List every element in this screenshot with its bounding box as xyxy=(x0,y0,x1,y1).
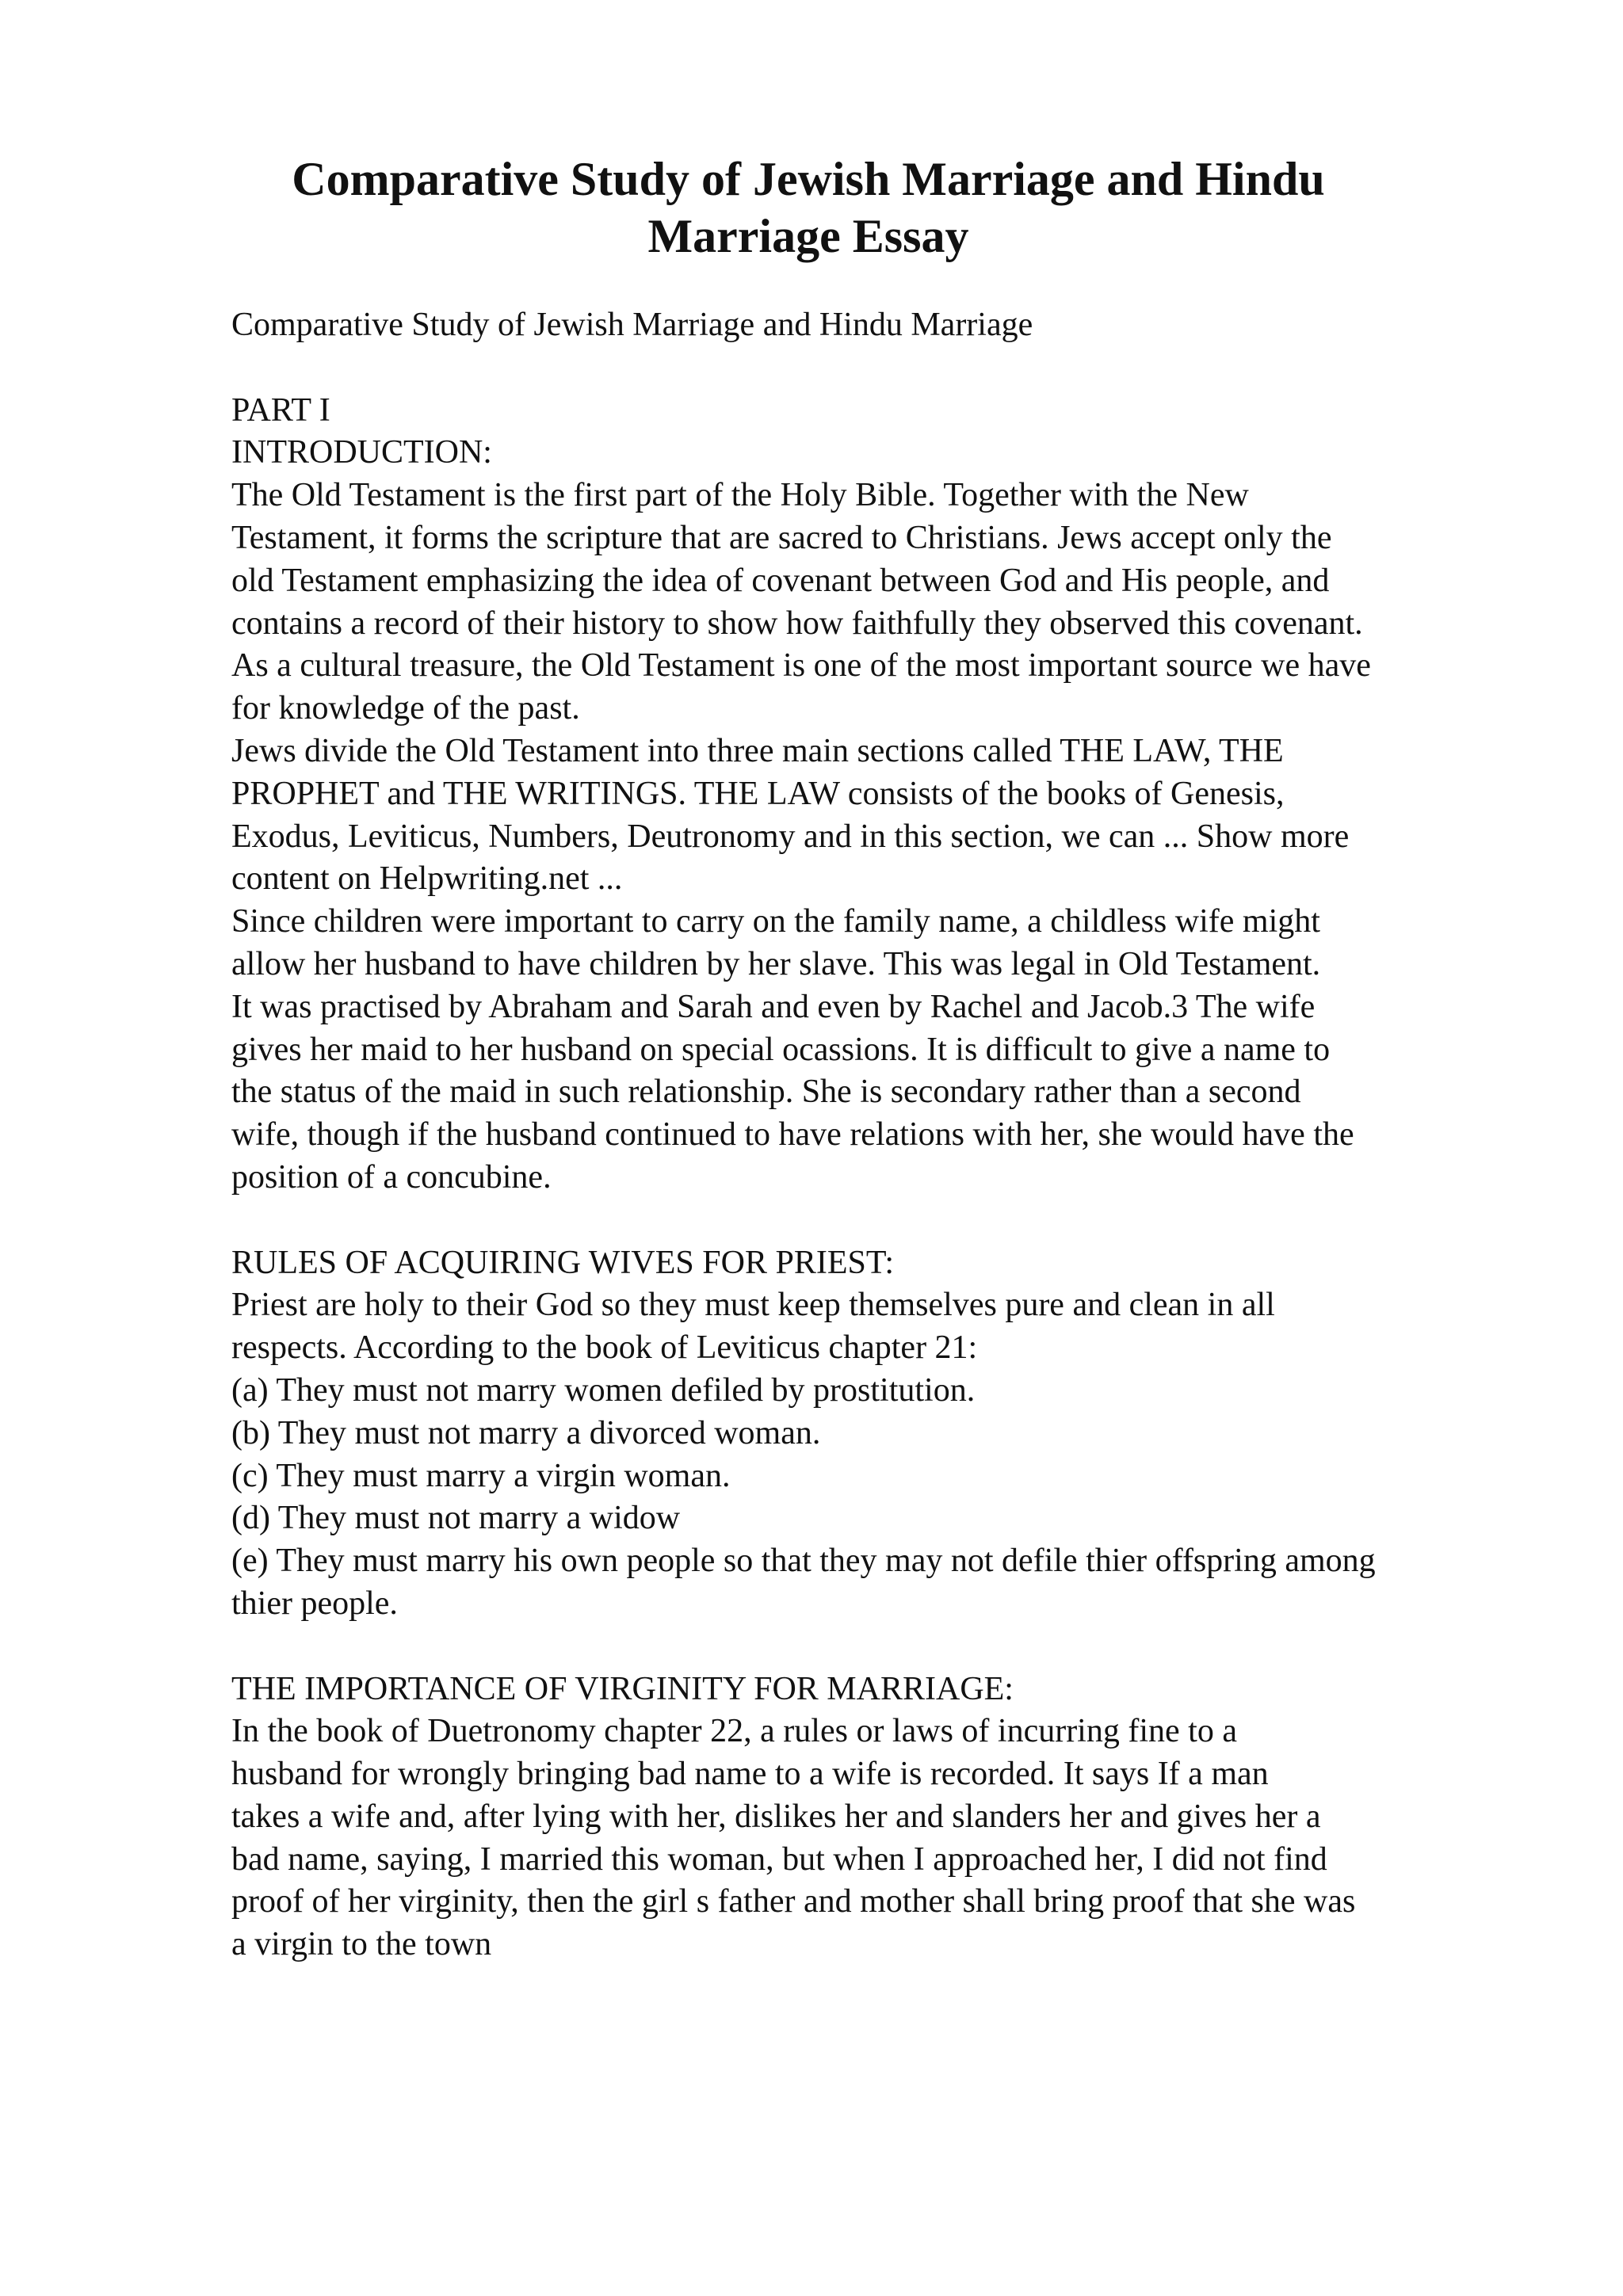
part-heading: PART I xyxy=(231,391,330,429)
text-line: for knowledge of the past. xyxy=(231,690,580,727)
text-line: takes a wife and, after lying with her, dislikes her and slanders her and gives her a xyxy=(231,1798,1321,1835)
text-line: allow her husband to have children by her slave. This was legal in Old Testament. xyxy=(231,945,1321,982)
text-line: wife, though if the husband continued to have relations with her, she would have the xyxy=(231,1116,1354,1154)
document-body xyxy=(231,304,1579,1966)
text-line: As a cultural treasure, the Old Testament is one of the most important source we have xyxy=(231,647,1371,685)
list-item: thier people. xyxy=(231,1585,398,1622)
introduction-section xyxy=(231,475,1579,1199)
text-line: bad name, saying, I married this woman, but when I approached her, I did not find xyxy=(231,1840,1327,1878)
list-item: (e) They must marry his own people so that they may not defile thier offspring among xyxy=(231,1543,1376,1580)
text-line: a virgin to the town xyxy=(231,1926,492,1963)
text-line: Exodus, Leviticus, Numbers, Deutronomy and in this section, we can ... Show more xyxy=(231,818,1350,855)
subtitle: Comparative Study of Jewish Marriage and Hindu Marriage xyxy=(231,307,1033,343)
paragraph-spacer xyxy=(231,347,1579,390)
list-item: (b) They must not marry a divorced woman. xyxy=(231,1414,821,1451)
text-line: Since children were important to carry on the family name, a childless wife might xyxy=(231,903,1320,940)
introduction-heading: INTRODUCTION: xyxy=(231,434,492,471)
text-line: gives her maid to her husband on special ocassions. It is difficult to give a name to xyxy=(231,1031,1331,1068)
text-line: respects. According to the book of Leviticus chapter 21: xyxy=(231,1329,978,1367)
text-line: position of a concubine. xyxy=(231,1158,552,1196)
text-line: It was practised by Abraham and Sarah and even by Rachel and Jacob.3 The wife xyxy=(231,988,1316,1025)
paragraph-spacer xyxy=(231,1626,1579,1669)
virginity-section xyxy=(231,1711,1579,1966)
paragraph-spacer xyxy=(231,1199,1579,1242)
text-line: In the book of Duetronomy chapter 22, a rules or laws of incurring fine to a xyxy=(231,1713,1237,1750)
text-line: Priest are holy to their God so they must keep themselves pure and clean in all xyxy=(231,1287,1275,1324)
virginity-heading: THE IMPORTANCE OF VIRGINITY FOR MARRIAGE: xyxy=(231,1670,1014,1707)
list-item: (d) They must not marry a widow xyxy=(231,1500,681,1537)
list-item: (a) They must not marry women defiled by prostitution. xyxy=(231,1371,976,1409)
text-line: content on Helpwriting.net ... xyxy=(231,860,623,898)
document-title xyxy=(174,151,1442,265)
list-item: (c) They must marry a virgin woman. xyxy=(231,1457,731,1494)
text-line: husband for wrongly bringing bad name to a wife is recorded. It says If a man xyxy=(231,1756,1269,1793)
title-line: Comparative Study of Jewish Marriage and Hindu xyxy=(292,153,1325,205)
text-line: contains a record of their history to show how faithfully they observed this covenant. xyxy=(231,605,1363,642)
text-line: proof of her virginity, then the girl s father and mother shall bring proof that she was xyxy=(231,1883,1356,1920)
text-line: Testament, it forms the scripture that are sacred to Christians. Jews accept only the xyxy=(231,519,1332,556)
rules-heading: RULES OF ACQUIRING WIVES FOR PRIEST: xyxy=(231,1244,895,1281)
text-line: PROPHET and THE WRITINGS. THE LAW consists of the books of Genesis, xyxy=(231,775,1285,812)
text-line: Jews divide the Old Testament into three main sections called THE LAW, THE xyxy=(231,732,1284,769)
rules-section xyxy=(231,1284,1579,1625)
text-line: the status of the maid in such relationship. She is secondary rather than a second xyxy=(231,1074,1301,1111)
title-line: Marriage Essay xyxy=(647,210,969,262)
text-line: old Testament emphasizing the idea of covenant between God and His people, and xyxy=(231,562,1330,599)
text-line: The Old Testament is the first part of the Holy Bible. Together with the New xyxy=(231,477,1249,514)
